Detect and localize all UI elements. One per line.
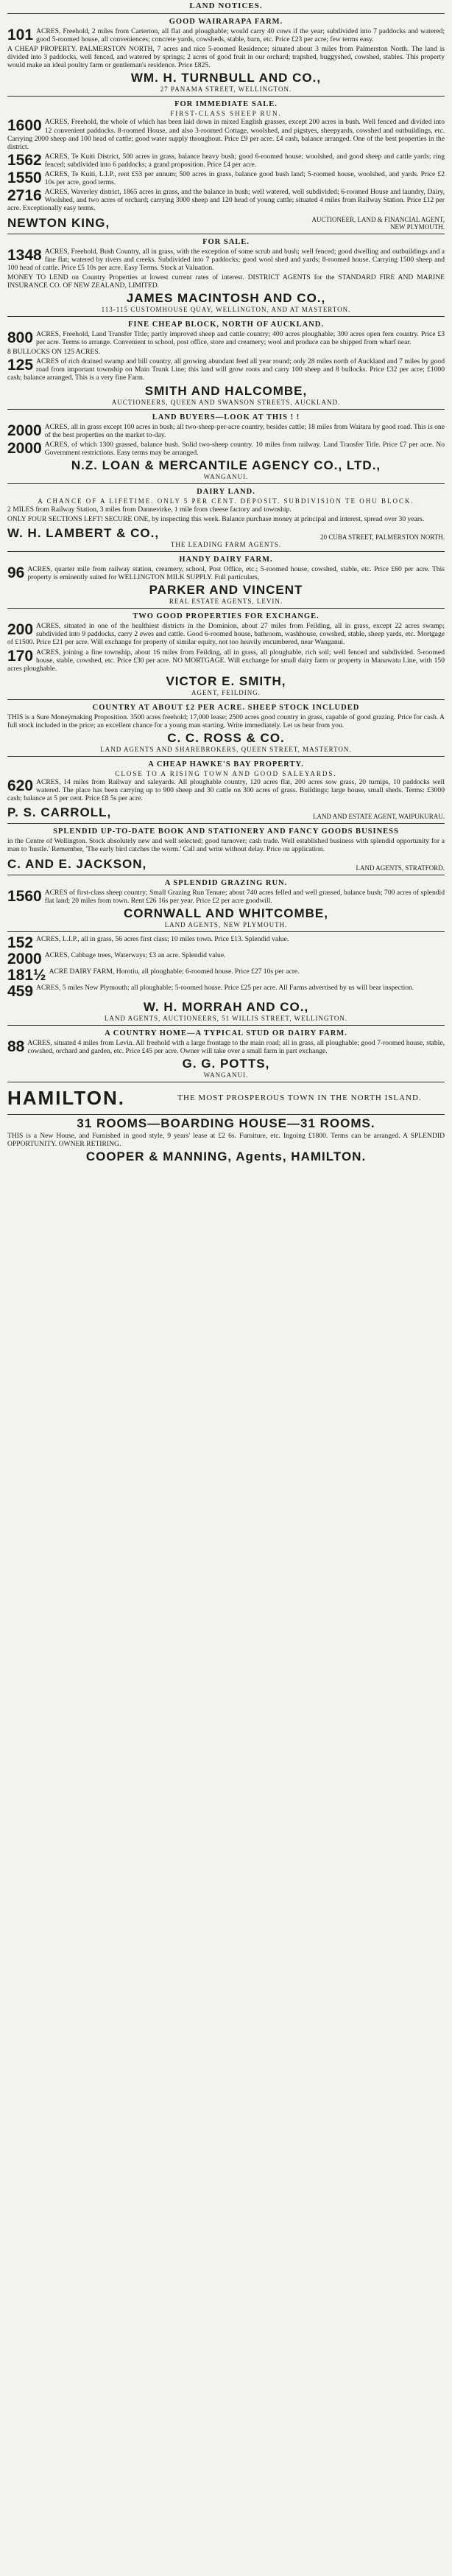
ad-paragraph — [7, 118, 445, 150]
acreage-figure: 181½ — [7, 966, 46, 984]
ad-heading: A COUNTRY HOME—A TYPICAL STUD OR DAIRY FARM. — [105, 1029, 347, 1037]
agent-location: 20 CUBA STREET, PALMERSTON NORTH. — [320, 533, 445, 542]
ad-heading: FOR SALE. — [202, 237, 250, 246]
ad-text: ACRES, 14 miles from Railway and saleyards. All ploughable country, 120 acres flat, 200 acres sow grass, 20 turnips, 10 paddocks well watered. The place has been carrying up to 900 sheep and 30 cattle on 300 acres of grass. Buildings; large house, small sheds. Terms: £3000 cash; balance at 5 per cent. Price £8 5s per acre. — [7, 778, 445, 803]
agent-name: WM. H. TURNBULL AND CO., — [130, 71, 322, 85]
ad-paragraph — [7, 423, 445, 439]
ad-text: ACRES, joining a fine township, about 16 miles from Feilding, all in grass, all ploughable, rich soil; well fenced and subdivided. 5-roomed house, stable, cowshed, etc. Price £30 per acre. NO MORTGAGE. Will exchange for small dairy farm or property in Manawatu Line, with 150 acres ploughable. — [7, 648, 445, 673]
ad-block — [7, 875, 445, 932]
ad-text: ACRES, Freehold, the whole of which has been laid down in mixed English grasses, except 200 acres in bush. Well fenced and divided into 12 convenient paddocks. 8-roomed House, and also 3-roomed Cottage, woolshed, and pigstyes, sheepyards, cowshed and outbuildings, etc. Carrying 2000 sheep and 100 head of cattle; good water supply throughout. Price £9 per acre. £4 cash, balance arranged. One of the best properties in the district. — [7, 118, 445, 151]
ad-block — [7, 932, 445, 1026]
acreage-figure: 2000 — [7, 439, 42, 457]
agent-name: PARKER AND VINCENT — [149, 583, 303, 598]
ad-heading: COUNTRY AT ABOUT £2 PER ACRE. SHEEP STOCK INCLUDED — [92, 703, 360, 712]
agent-name: JAMES MACINTOSH AND CO., — [126, 290, 326, 305]
ad-block — [7, 824, 445, 875]
ad-subheading: CLOSE TO A RISING TOWN AND GOOD SALEYARDS. — [115, 770, 337, 778]
acreage-figure: 125 — [7, 357, 34, 374]
ad-block — [7, 1026, 445, 1082]
ad-text: 8 BULLOCKS ON 125 ACRES. — [7, 348, 101, 357]
ad-text: ACRES of first-class sheep country; Small Grazing Run Tenure; about 740 acres felled and well grassed, balance bush; 700 acres of splendid flat land; 20 miles from town. Rent £26 16s per year. Price £2 per acre goodwill. — [44, 888, 445, 905]
ad-text: A CHEAP PROPERTY. PALMERSTON NORTH, 7 acres and nice 5-roomed Residence; situated about 3 miles from Palmerston North. The land is divided into 3 paddocks, well fenced, and watered by springs; 2 acres of good fruit in our orchard; trapshed, buggyshed, cowshed, stables. This property would make an ideal poultry farm or gentleman's residence. Price £825. — [7, 45, 445, 70]
newspaper-page — [0, 0, 452, 1164]
ad-paragraph — [7, 984, 445, 998]
advertisements — [7, 14, 445, 1082]
ad-paragraph — [7, 967, 445, 982]
ad-text: ACRES, situated 4 miles from Levin. All freehold with a large frontage to the main road; all in grass, all ploughable; good 7-roomed house, stable, cowshed, orchard and garden, etc. Price £45 per acre. Owner will take over a small farm in part exchange. — [27, 1038, 445, 1055]
ad-paragraph — [7, 273, 445, 290]
acreage-figure: 96 — [7, 564, 25, 582]
ad-block — [7, 609, 445, 700]
town-name: HAMILTON. — [7, 1086, 126, 1109]
acreage-figure: 459 — [7, 982, 34, 1000]
ad-paragraph — [7, 648, 445, 673]
agent-location: LAND AND ESTATE AGENT, WAIPUKURAU. — [313, 813, 445, 821]
ad-text: ACRES, quarter mile from railway station, creamery, school, Post Office, etc.; 5-roomed house, cowshed, stable, etc. Price £60 per acre. This property is eminently suited for WELLINGTON MILK SUPPLY. Full particulars, — [27, 565, 445, 582]
ad-text: ACRES, 5 miles New Plymouth; all ploughable; 5-roomed house. Price £25 per acre. All Farms advertised by us will bear inspection. — [36, 983, 414, 992]
acreage-figure: 152 — [7, 934, 34, 951]
agent-name: W. H. LAMBERT & CO., — [7, 526, 160, 541]
acreage-figure: 800 — [7, 329, 34, 346]
agent-name: C. C. ROSS & CO. — [167, 731, 285, 746]
ad-block — [7, 700, 445, 757]
ad-subheading: A CHANCE OF A LIFETIME. ONLY 5 PER CENT. DEPOSIT. SUBDIVISION TE OHU BLOCK. — [38, 497, 414, 505]
agent-address: WANGANUI. — [203, 472, 249, 480]
agent-location: AUCTIONEER, LAND & FINANCIAL AGENT, NEW PLYMOUTH. — [311, 215, 445, 231]
ad-paragraph — [7, 248, 445, 272]
ad-paragraph — [7, 713, 445, 729]
acreage-figure: 1560 — [7, 887, 42, 905]
ad-text: ACRES, Waverley district, 1865 acres in grass, and the balance in bush; well watered, well subdivided; 6-roomed House and laundry, Dairy, Woolshed, and two acres of orchard; carrying 3000 sheep and 120 head of young cattle; situated 4 miles from Railway Station. Price £12 per acre. Exceptionally easy terms. — [7, 188, 445, 213]
ad-text: in the Centre of Wellington. Stock absolutely new and well selected; good turnover; cash trade. Well established business with splendid opportunity for a man to 'hustle.' Remember, 'The early bird catches the worm.' Call and write without delay. Price on application. — [7, 837, 445, 854]
agent-address: REAL ESTATE AGENTS, LEVIN. — [169, 598, 283, 606]
agent-name: NEWTON KING, — [7, 215, 110, 230]
ad-heading: DAIRY LAND. — [197, 487, 255, 496]
acreage-figure: 620 — [7, 777, 34, 795]
agent-location: LAND AGENTS, STRATFORD. — [356, 864, 445, 872]
agent-address: AGENT, FEILDING. — [191, 688, 261, 696]
boarding-agent: COOPER & MANNING, Agents, HAMILTON. — [85, 1149, 367, 1164]
ad-text: ACRES, Freehold, Land Transfer Title; partly improved sheep and cattle country; 400 acres ploughable; 300 acres open fern country. Price £3 per acre. Terms to arrange. Convenient to school, post office, store and creamery; wool and produce can be shipped from wharf near. — [36, 329, 445, 347]
acreage-figure: 200 — [7, 621, 34, 639]
ad-paragraph — [7, 188, 445, 212]
ad-block — [7, 410, 445, 484]
ad-paragraph — [7, 330, 445, 346]
agent-name: N.Z. LOAN & MERCANTILE AGENCY CO., LTD., — [71, 458, 381, 472]
acreage-figure: 2716 — [7, 187, 42, 205]
ad-block — [7, 317, 445, 410]
ad-text: ACRES, L.I.P., all in grass, 56 acres first class; 10 miles town. Price £13. Splendid value. — [36, 934, 289, 943]
acreage-figure: 101 — [7, 27, 34, 43]
ad-block — [7, 234, 445, 317]
ad-text: ACRES, situated in one of the healthiest districts in the Dominion, about 27 miles from Feilding, all in grass, except 22 acres swamp; subdivided into 9 paddocks, carry 2 ewes and cattle. Good 6-roomed house, bathroom, washhouse, cowshed, stable, sheep yards, etc. Mortgage of £1500. Price £21 per acre. Will exchange for property of similar equity, not too heavily encumbered, near Wanganui. — [7, 622, 445, 647]
agent-address: THE LEADING FARM AGENTS. — [170, 541, 282, 549]
ad-heading: A SPLENDID GRAZING RUN. — [164, 878, 288, 887]
ad-heading: GOOD WAIRARAPA FARM. — [169, 18, 283, 26]
ad-heading: FOR IMMEDIATE SALE. — [174, 100, 278, 109]
ad-text: ACRES, Te Kuiti, L.I.P., rent £53 per annum; 500 acres in grass, balance good bush land; 5-roomed house, woolshed, and yards. Price £2 10s per acre, good terms. — [44, 170, 445, 187]
ad-paragraph — [7, 622, 445, 646]
acreage-figure: 2000 — [7, 950, 42, 967]
ad-heading: SPLENDID UP-TO-DATE BOOK AND STATIONERY AND FANCY GOODS BUSINESS — [53, 827, 399, 836]
ad-block — [7, 757, 445, 824]
acreage-figure: 170 — [7, 647, 34, 665]
ad-paragraph — [7, 515, 445, 523]
ad-text: ACRES, of which 1300 grassed, balance bush. Solid two-sheep country. 10 miles from railway. Land Transfer Title. Price £7 per acre. No Government restrictions. Easy terms may be arranged. — [44, 440, 445, 457]
masthead: LAND NOTICES. — [189, 1, 263, 10]
ad-text: ONLY FOUR SECTIONS LEFT! SECURE ONE, by inspecting this week. Balance purchase money at principal and interest, spread over 30 years. — [7, 515, 425, 523]
agent-name: G. G. POTTS, — [182, 1056, 270, 1071]
town-tagline: THE MOST PROSPEROUS TOWN IN THE NORTH ISLAND. — [177, 1093, 422, 1103]
acreage-figure: 1550 — [7, 169, 42, 187]
agent-name: P. S. CARROLL, — [7, 805, 112, 820]
ad-paragraph — [7, 778, 445, 802]
ad-block — [7, 484, 445, 552]
agent-name: W. H. MORRAH AND CO., — [143, 999, 309, 1014]
ad-text: ACRES, Te Kuiti District, 500 acres in grass, balance heavy bush; good 6-roomed house; woolshed, and good sheep and cattle yards; ring fenced; subdivided into 6 paddocks; a grand proposition. Price £4 per acre. — [44, 152, 445, 169]
ad-text: THIS is a Sure Moneymaking Proposition. 3500 acres freehold; 17,000 lease; 2500 acres good country in grass, capable of good grazing. Price for cash. A full stock included in the price; an excellent chance for a young man starting. Write immediately. Let us hear from you. — [7, 713, 445, 729]
ad-text: ACRES, Freehold, 2 miles from Carterton, all flat and ploughable; would carry 40 cows if the year; subdivided into 7 paddocks and watered; good 5-roomed house, all conveniences; concrete yards, cowsheds, stable, barn, etc. Price £23 per acre; few terms easy. — [36, 27, 445, 44]
ad-heading: HANDY DAIRY FARM. — [179, 556, 273, 564]
agent-address: 113-115 CUSTOMHOUSE QUAY, WELLINGTON, AND AT MASTERTON. — [101, 305, 351, 313]
ad-text: ACRE DAIRY FARM, Horotiu, all ploughable; 6-roomed house. Price £27 10s per acre. — [49, 967, 300, 976]
hamilton-banner — [7, 1082, 445, 1115]
ad-paragraph — [7, 951, 445, 966]
acreage-figure: 1600 — [7, 117, 42, 135]
ad-block — [7, 14, 445, 97]
agent-address: 27 PANAMA STREET, WELLINGTON. — [160, 85, 292, 94]
ad-heading: LAND BUYERS—LOOK AT THIS ! ! — [152, 413, 300, 421]
agent-name: CORNWALL AND WHITCOMBE, — [124, 906, 328, 920]
ad-text: 2 MILES from Railway Station, 3 miles from Dannevirke, 1 mile from cheese factory and township. — [7, 505, 292, 514]
ad-paragraph — [7, 565, 445, 581]
boarding-text: THIS is a New House, and Furnished in good style, 9 years' lease at £2 6s. Furniture, etc. Ingoing £1800. Terms can be arranged. A SPLENDID OPPORTUNITY. OWNER RETIRING. — [7, 1131, 445, 1148]
agent-name: C. AND E. JACKSON, — [7, 856, 147, 871]
ad-paragraph — [7, 505, 445, 514]
agent-name: VICTOR E. SMITH, — [166, 673, 286, 688]
ad-text: MONEY TO LEND on Country Properties at lowest current rates of interest. DISTRICT AGENTS for the STANDARD FIRE AND MARINE INSURANCE CO. OF NEW ZEALAND, LIMITED. — [7, 273, 445, 290]
agent-address: AUCTIONEERS, QUEEN AND SWANSON STREETS, AUCKLAND. — [111, 398, 341, 406]
ad-heading: TWO GOOD PROPERTIES FOR EXCHANGE. — [133, 612, 319, 621]
ad-paragraph — [7, 935, 445, 950]
ad-paragraph — [7, 357, 445, 382]
ad-block — [7, 552, 445, 609]
ad-paragraph — [7, 837, 445, 853]
ad-text: ACRES, Cabbage trees, Waterways; £3 an acre. Splendid value. — [44, 951, 226, 959]
ad-heading: FINE CHEAP BLOCK, NORTH OF AUCKLAND. — [128, 320, 324, 329]
ad-paragraph — [7, 1039, 445, 1055]
ad-paragraph — [7, 441, 445, 457]
ad-paragraph — [7, 45, 445, 69]
ad-paragraph — [7, 889, 445, 905]
acreage-figure: 1562 — [7, 151, 42, 169]
acreage-figure: 2000 — [7, 421, 42, 439]
acreage-figure: 88 — [7, 1037, 25, 1055]
agent-address: LAND AGENTS AND SHAREBROKERS, QUEEN STREET, MASTERTON. — [100, 746, 352, 754]
ad-text: ACRES of rich drained swamp and hill country, all growing abundant feed all year round; only 28 miles north of Auckland and 7 miles by good road from important township on Main Trunk Line; this land will grow roots and carry 100 sheep and 8 bullocks. Price £32 per acre; £1000 cash; balance arranged. This is a very fine Farm. — [7, 357, 445, 382]
acreage-figure: 1348 — [7, 246, 42, 264]
agent-address: LAND AGENTS, AUCTIONEERS, 51 WILLIS STREET, WELLINGTON. — [104, 1014, 348, 1022]
ad-paragraph — [7, 348, 445, 356]
agent-address: WANGANUI. — [203, 1071, 249, 1079]
ad-subheading: FIRST-CLASS SHEEP RUN. — [170, 110, 282, 118]
ad-paragraph — [7, 170, 445, 186]
agent-address: LAND AGENTS, NEW PLYMOUTH. — [164, 920, 288, 928]
ad-text: ACRES, Freehold, Bush Country, all in grass, with the exception of some scrub and bush; well fenced; good dwelling and outbuildings and a fine flat; watered by rivers and creeks. Subdivided into 7 paddocks; good wool shed and yards; 8-roomed house. Carrying 1500 sheep and 100 head of cattle. Price £5 10s per acre. Easy Terms. Stock at Valuation. — [7, 247, 445, 272]
ad-paragraph — [7, 27, 445, 43]
ad-block — [7, 97, 445, 234]
ad-heading: A CHEAP HAWKE'S BAY PROPERTY. — [148, 760, 304, 769]
ad-paragraph — [7, 153, 445, 169]
ad-text: ACRES, all in grass except 100 acres in bush; all two-sheep-per-acre country, besides cattle; 18 miles from Waitara by good road. This is one of the best properties on the market to-day. — [44, 422, 445, 439]
agent-name: SMITH AND HALCOMBE, — [144, 383, 308, 398]
boarding-headline: 31 ROOMS—BOARDING HOUSE—31 ROOMS. — [77, 1116, 375, 1130]
